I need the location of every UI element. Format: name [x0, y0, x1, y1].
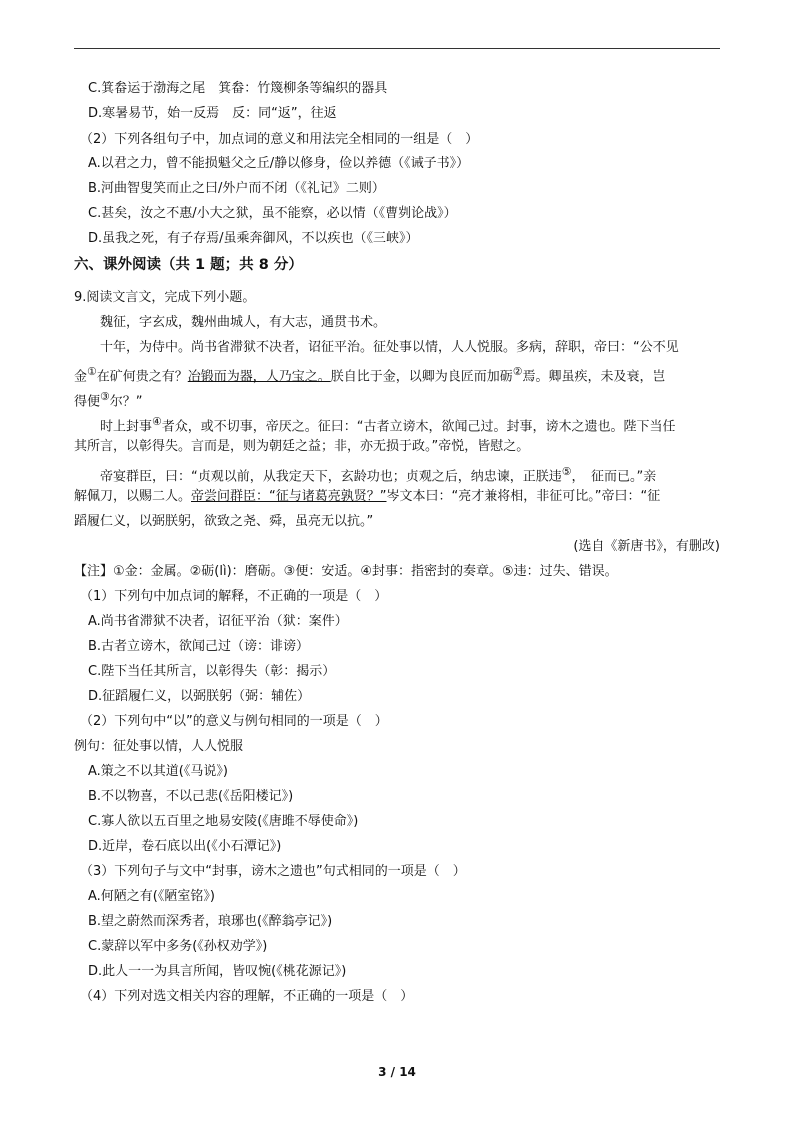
passage-line: 其所言，以彰得失。言而是，则为朝廷之益；非，亦无损于政。”帝悦，皆慰之。	[74, 439, 530, 454]
passage-line	[74, 463, 656, 486]
page-separator: /	[386, 1065, 400, 1079]
option-d-1: D.寒暑易节，始一反焉 反：同“返”，往返	[88, 106, 337, 121]
source-citation: (选自《新唐书》，有删改)	[573, 539, 720, 554]
underlined-sentence: 帝尝问群臣：“征与诸葛亮孰贤？”	[191, 489, 387, 504]
option-c: C.寡人欲以五百里之地易安陵(《唐雎不辱使命》)	[88, 814, 359, 829]
option-a-2: A.以君之力，曾不能损魁父之丘/静以修身，俭以养德（《诫子书》）	[88, 156, 470, 171]
option-b: B.古者立谤木，欲闻己过（谤：诽谤）	[88, 639, 310, 654]
passage-text: 金	[74, 369, 88, 385]
question-1-stem: （1）下列句中加点词的解释，不正确的一项是（ ）	[80, 589, 388, 604]
option-b: B.望之蔚然而深秀者，琅琊也(《醉翁亭记》)	[88, 914, 333, 929]
passage-text: 时上封事	[74, 419, 153, 435]
passage-line	[74, 363, 666, 386]
question-2-stem: （2）下列各组句子中，加点词的意义和用法完全相同的一组是（ ）	[80, 132, 479, 147]
passage-text: 者众，或不切事，帝厌之。征曰：“古者立谤木，欲闻己过。封事，谤木之遗也。陛下当任	[161, 419, 676, 435]
option-c-2: C.甚矣，汝之不惠/小大之狱，虽不能察，必以情（《曹刿论战》）	[88, 206, 457, 221]
passage-text: 得便	[74, 394, 101, 410]
question-3-stem: （3）下列句子与文中“封事，谤木之遗也”句式相同的一项是（ ）	[80, 864, 466, 879]
header-rule	[74, 48, 720, 49]
question-4-stem: （4）下列对选文相关内容的理解，不正确的一项是（ ）	[80, 989, 414, 1004]
question-9-title: 9.阅读文言文，完成下列小题。	[74, 290, 256, 305]
option-c-1: C.箕畚运于渤海之尾 箕畚：竹篾柳条等编织的器具	[88, 81, 388, 96]
option-a: A.何陋之有(《陋室铭》)	[88, 889, 215, 904]
option-b: B.不以物喜，不以己悲(《岳阳楼记》)	[88, 789, 294, 804]
option-d: D.此人一一为具言所闻，皆叹惋(《桃花源记》)	[88, 964, 347, 979]
annotation-notes: 【注】①金：金属。②砺(lì)：磨砺。③便：安适。④封事：指密封的奏章。⑤违：过失、错误。	[74, 564, 618, 579]
passage-text: ， 征而已。”亲	[571, 469, 657, 485]
note-marker: ①	[87, 365, 97, 378]
passage-text: 在矿何贵之有？	[96, 369, 188, 385]
option-a: A.尚书省滞狱不决者，诏征平治（狱：案件）	[88, 614, 348, 629]
underlined-sentence: 冶锻而为器，人乃宝之。	[187, 369, 331, 385]
passage-line: 十年，为侍中。尚书省滞狱不决者，诏征平治。征处事以情，人人悦服。多病，辞职，帝曰：“公不见	[74, 340, 679, 355]
passage-text: 朕自比于金，以卿为良匠而加砺	[330, 369, 513, 385]
option-d: D.近岸，卷石底以出(《小石潭记》)	[88, 839, 282, 854]
note-marker: ④	[152, 415, 162, 428]
option-b-2: B.河曲智叟笑而止之曰/外户而不闭（《礼记》二则）	[88, 181, 385, 196]
passage-text: 岑文本曰：“亮才兼将相，非征可比。”帝曰：“征	[386, 489, 661, 504]
passage-text: 解佩刀，以赐二人。	[74, 489, 192, 504]
example-sentence: 例句：征处事以情，人人悦服	[74, 739, 244, 754]
option-a: A.策之不以其道(《马说》)	[88, 764, 228, 779]
option-d-2: D.虽我之死，有子存焉/虽乘奔御风，不以疾也（《三峡》）	[88, 231, 419, 246]
passage-line	[74, 488, 660, 506]
passage-line: 魏征，字玄成，魏州曲城人，有大志，通贯书术。	[74, 315, 387, 330]
note-marker: ③	[100, 390, 110, 403]
current-page: 3	[378, 1065, 387, 1079]
passage-text: 焉。卿虽疾，未及衰，岂	[522, 369, 666, 385]
passage-text: 尔？”	[109, 394, 143, 410]
question-2-stem: （2）下列句中“以”的意义与例句相同的一项是（ ）	[80, 714, 388, 729]
section-heading: 六、课外阅读（共 1 题；共 8 分）	[74, 257, 303, 273]
total-pages: 14	[399, 1065, 416, 1079]
note-marker: ⑤	[561, 465, 572, 478]
page-number	[0, 1065, 794, 1079]
passage-text: 帝宴群臣，曰：“贞观以前，从我定天下，玄龄功也；贞观之后，纳忠谏，正朕违	[74, 469, 562, 485]
passage-line: 蹈履仁义，以弼朕躬，欲致之尧、舜，虽亮无以抗。”	[74, 514, 374, 529]
passage-line	[74, 413, 675, 436]
passage-line	[74, 388, 142, 411]
option-d: D.征蹈履仁义，以弼朕躬（弼：辅佐）	[88, 689, 311, 704]
option-c: C.蒙辞以军中多务(《孙权劝学》)	[88, 939, 268, 954]
note-marker: ②	[512, 365, 523, 378]
option-c: C.陛下当任其所言，以彰得失（彰：揭示）	[88, 664, 336, 679]
